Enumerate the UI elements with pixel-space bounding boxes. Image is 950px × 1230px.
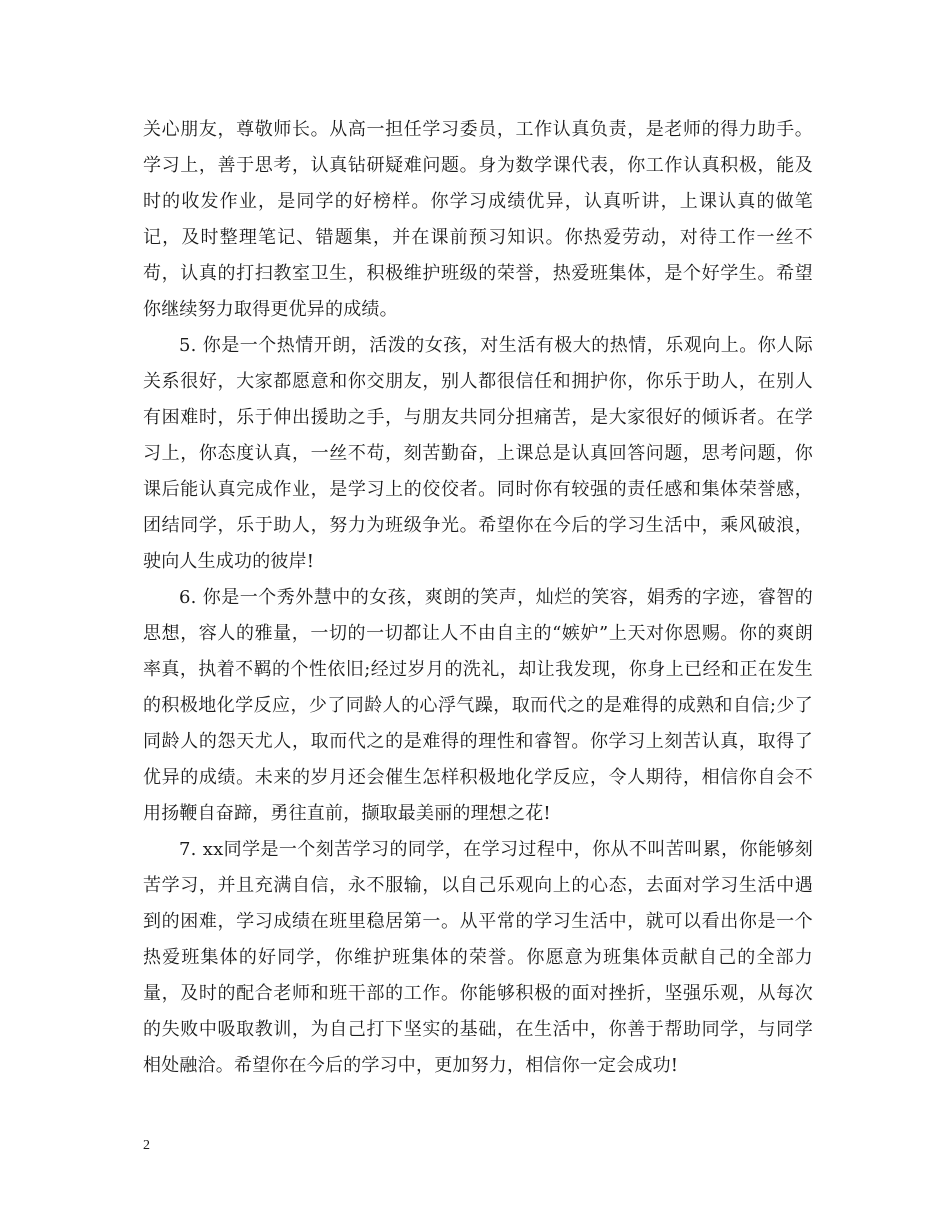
paragraph-item-6: 6. 你是一个秀外慧中的女孩，爽朗的笑声，灿烂的笑容，娟秀的字迹，睿智的思想，容人的雅量，一切的一切都让人不由自主的“嫉妒”上天对你恩赐。你的爽朗率真，执着不羁的个性依旧;经过岁月的洗礼，却让我发现，你身上已经和正在发生的积极地化学反应，少了同龄人的心浮气躁，取而代之的是难得的成熟和自信;少了同龄人的怨天尤人，取而代之的是难得的理性和睿智。你学习上刻苦认真，取得了优异的成绩。未来的岁月还会催生怎样积极地化学反应，令人期待，相信你自会不用扬鞭自奋蹄，勇往直前，撷取最美丽的理想之花! — [143, 587, 813, 824]
paragraph-continued: 关心朋友，尊敬师长。从高一担任学习委员，工作认真负责，是老师的得力助手。学习上，善于思考，认真钻研疑难问题。身为数学课代表，你工作认真积极，能及时的收发作业，是同学的好榜样。你学习成绩优异，认真听讲，上课认真的做笔记，及时整理笔记、错题集，并在课前预习知识。你热爱劳动，对待工作一丝不苟，认真的打扫教室卫生，积极维护班级的荣誉，热爱班集体，是个好学生。希望你继续努力取得更优异的成绩。 — [143, 119, 813, 320]
page-number: 2 — [143, 1138, 150, 1153]
document-body — [143, 112, 813, 1084]
paragraph-item-5: 5. 你是一个热情开朗，活泼的女孩，对生活有极大的热情，乐观向上。你人际关系很好，大家都愿意和你交朋友，别人都很信任和拥护你，你乐于助人，在别人有困难时，乐于伸出援助之手，与朋友共同分担痛苦，是大家很好的倾诉者。在学习上，你态度认真，一丝不苟，刻苦勤奋，上课总是认真回答问题，思考问题，你课后能认真完成作业，是学习上的佼佼者。同时你有较强的责任感和集体荣誉感，团结同学，乐于助人，努力为班级争光。希望你在今后的学习生活中，乘风破浪，驶向人生成功的彼岸! — [143, 335, 813, 572]
paragraph-item-7: 7. xx同学是一个刻苦学习的同学，在学习过程中，你从不叫苦叫累，你能够刻苦学习，并且充满自信，永不服输，以自己乐观向上的心态，去面对学习生活中遇到的困难，学习成绩在班里稳居第一。从平常的学习生活中，就可以看出你是一个热爱班集体的好同学，你维护班集体的荣誉。你愿意为班集体贡献自己的全部力量，及时的配合老师和班干部的工作。你能够积极的面对挫折，坚强乐观，从每次的失败中吸取教训，为自己打下坚实的基础，在生活中，你善于帮助同学，与同学相处融洽。希望你在今后的学习中，更加努力，相信你一定会成功! — [143, 839, 813, 1076]
